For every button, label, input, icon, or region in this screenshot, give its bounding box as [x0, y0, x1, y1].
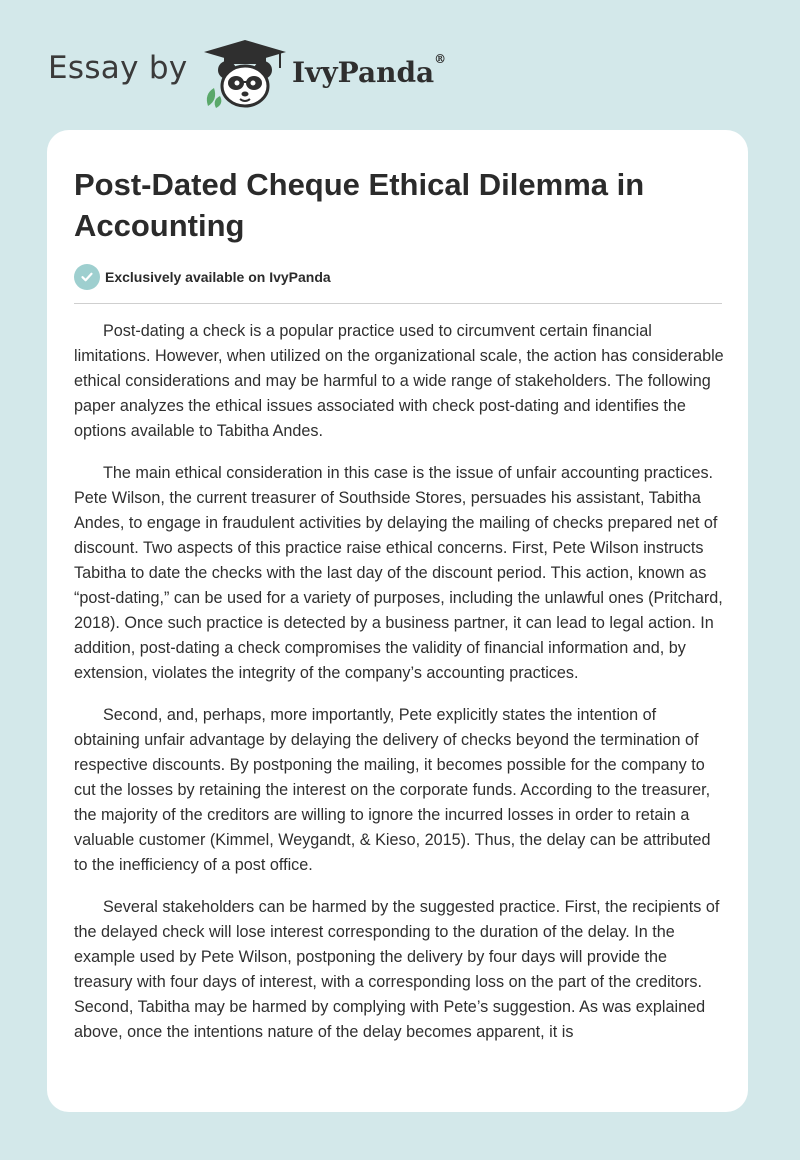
paragraph-4: Several stakeholders can be harmed by the suggested practice. First, the recipients of the delayed check will lose interest corresponding to the duration of the delay. In the example used by Pete Wilson, postponing the delivery by four days will provide the treasury with four days of interest, with a corresponding loss on the part of the creditors. Second, Tabitha may be harmed by complying with Pete’s suggestion. As was explained above, once the intentions nature of the delay becomes apparent, it is — [74, 898, 720, 1041]
site-header — [0, 0, 800, 130]
badge-label: Exclusively available on IvyPanda — [105, 269, 331, 285]
paragraph-1: Post-dating a check is a popular practice used to circumvent certain financial limitations. However, when utilized on the organizational scale, the action has considerable ethical considerations and may be harmful to a wide range of stakeholders. The following paper analyzes the ethical issues associated with check post-dating and identifies the options available to Tabitha Andes. — [74, 322, 724, 440]
brand-text: IvyPanda — [292, 56, 435, 89]
essay-body — [74, 319, 726, 1062]
check-circle-icon — [74, 264, 100, 290]
brand-name — [292, 52, 447, 89]
essay-by-label: Essay by — [48, 50, 188, 86]
panda-graduate-icon — [200, 34, 290, 110]
registered-mark: ® — [434, 52, 447, 66]
page-title: Post-Dated Cheque Ethical Dilemma in Accounting — [74, 167, 645, 243]
divider — [74, 303, 722, 304]
paragraph-3: Second, and, perhaps, more importantly, Pete explicitly states the intention of obtaining unfair advantage by delaying the delivery of checks beyond the termination of respective discounts. By postponing the mailing, it becomes possible for the company to cut the losses by retaining the interest on the corporate funds. According to the treasurer, the majority of the creditors are willing to ignore the incurred losses in order to retain a valuable customer (Kimmel, Weygandt, & Kieso, 2015). Thus, the delay can be attributed to the inefficiency of a post office. — [74, 706, 711, 874]
paragraph-2: The main ethical consideration in this case is the issue of unfair accounting practices. Pete Wilson, the current treasurer of Southside Stores, persuades his assistant, Tabitha Andes, to engage in fraudulent activities by delaying the mailing of checks prepared net of discount. Two aspects of this practice raise ethical concerns. First, Pete Wilson instructs Tabitha to date the checks with the last day of the discount period. This action, known as “post-dating,” can be used for a variety of purposes, including the unlawful ones (Pritchard, 2018). Once such practice is detected by a business partner, it can lead to legal action. In addition, post-dating a check compromises the validity of financial information and, by extension, violates the integrity of the company’s accounting practices. — [74, 464, 723, 682]
essay-card — [47, 130, 748, 1112]
exclusive-badge — [74, 264, 331, 290]
